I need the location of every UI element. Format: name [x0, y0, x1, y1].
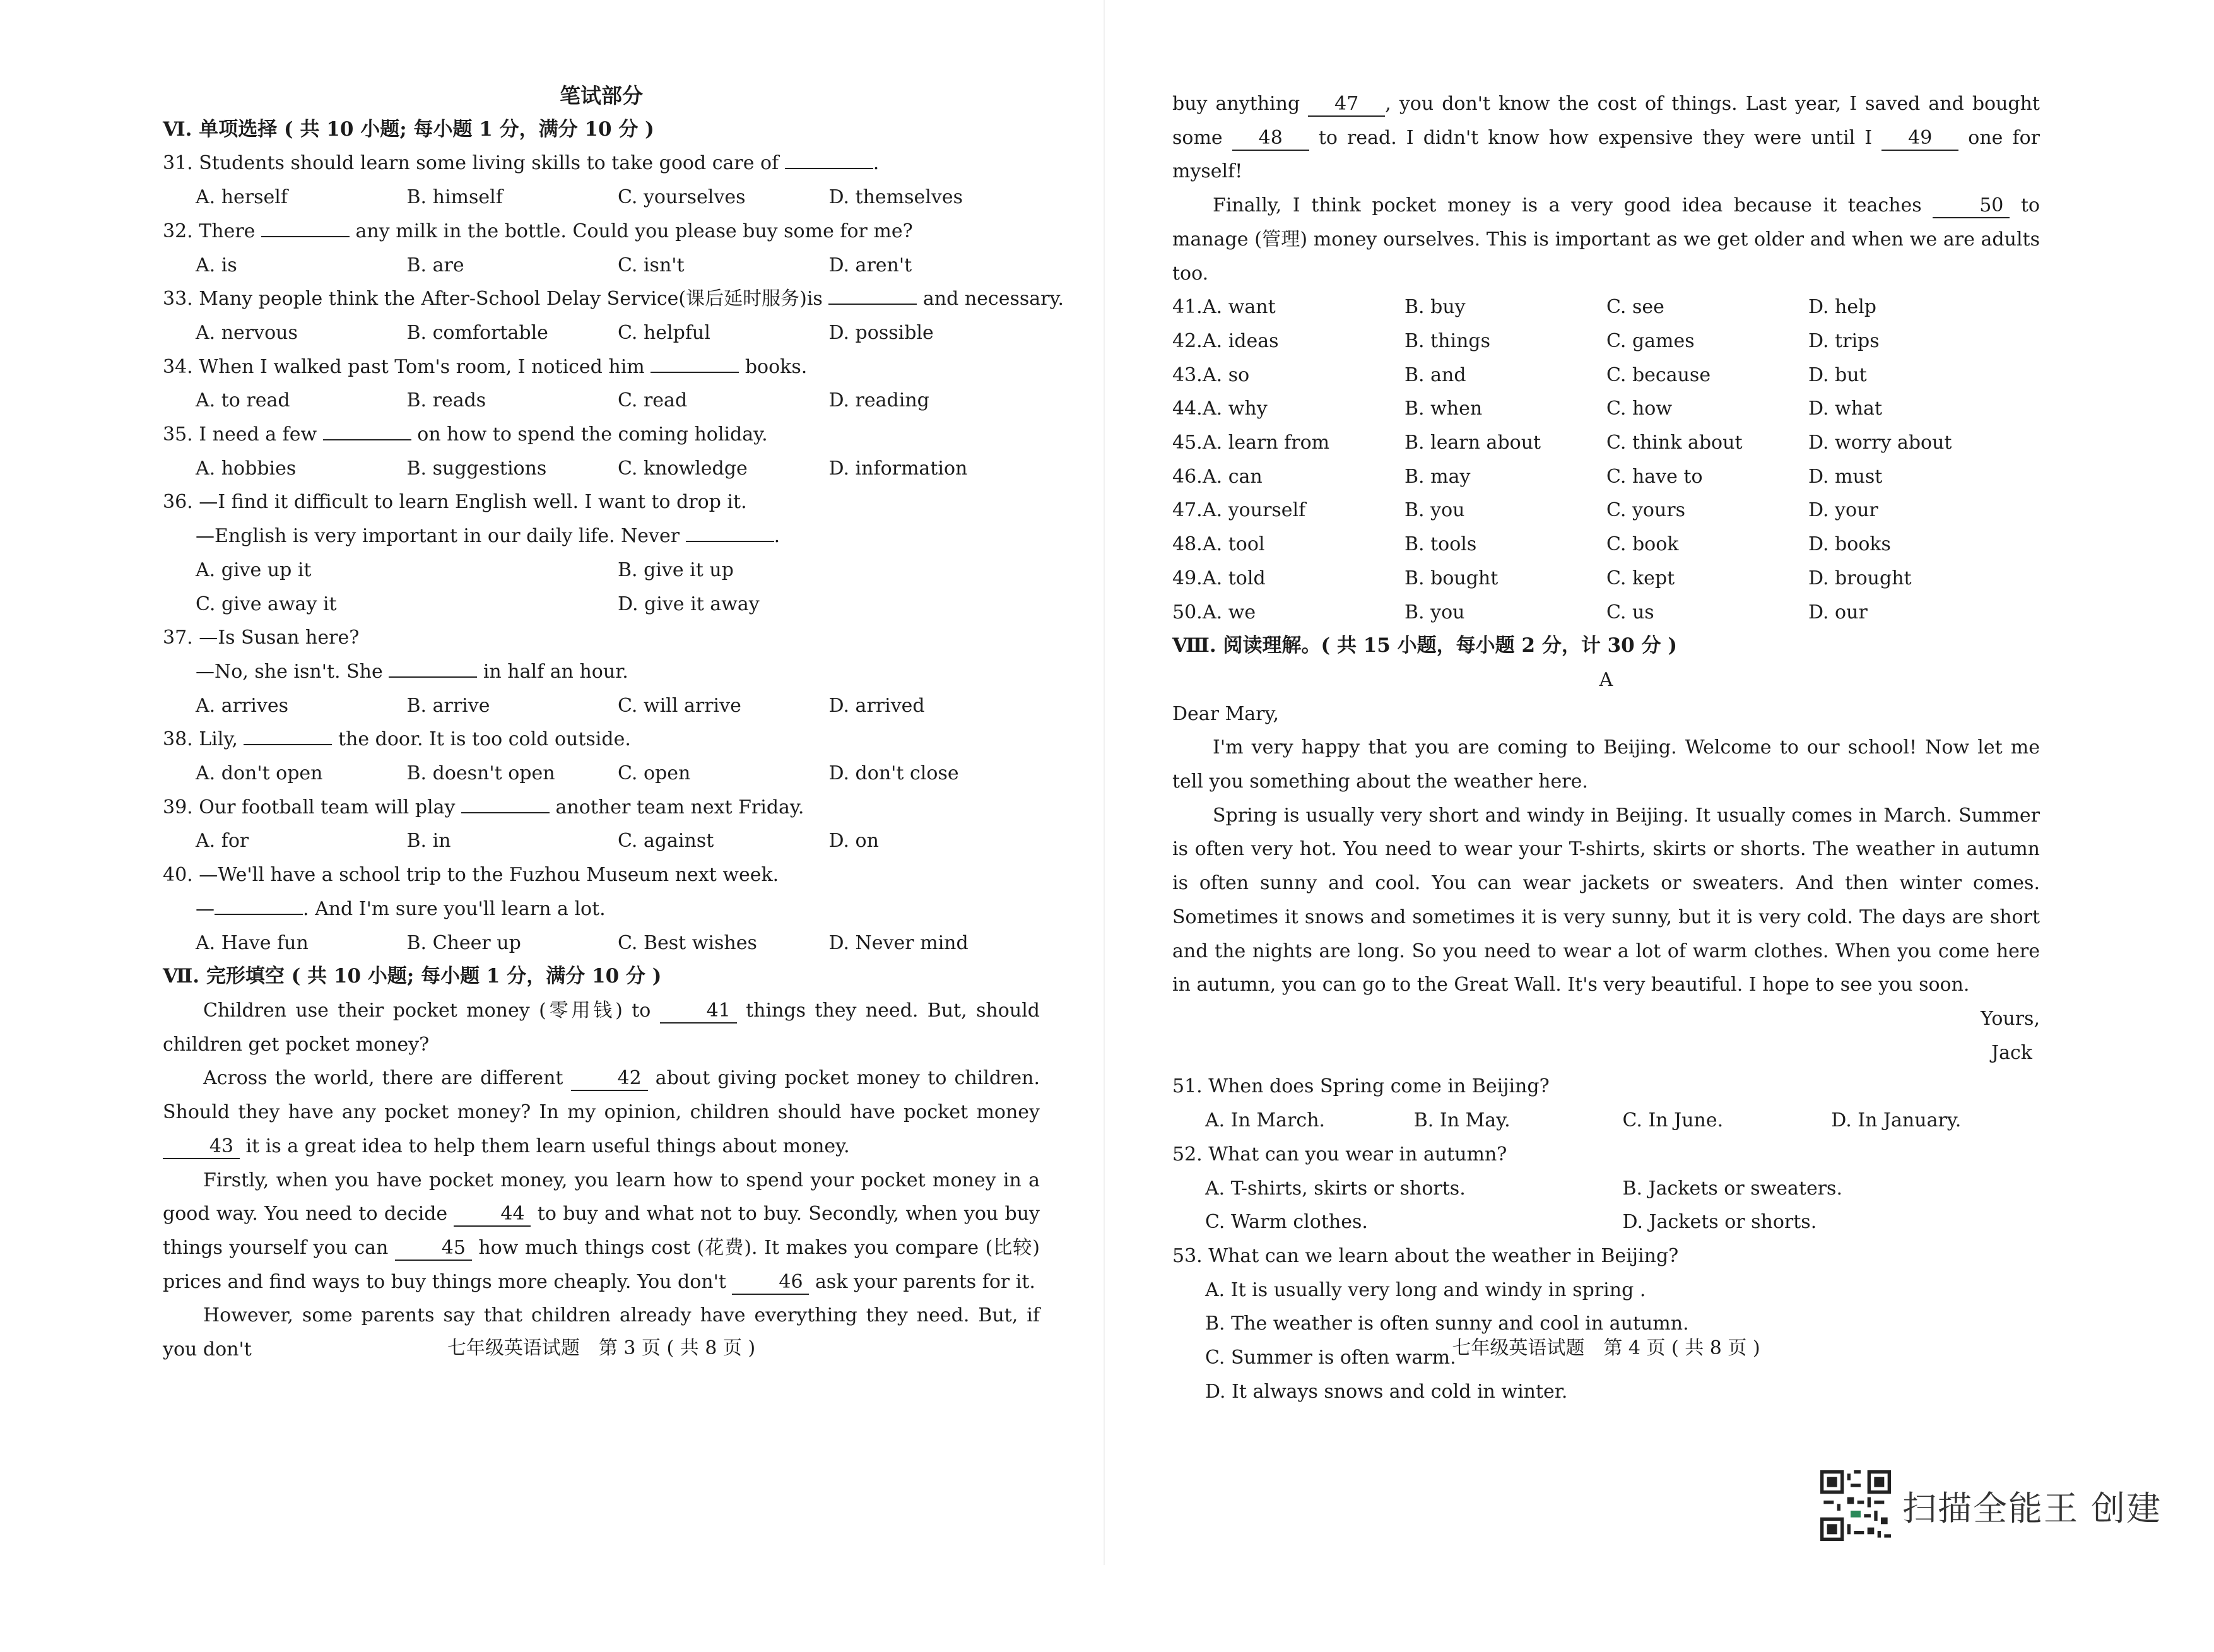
option-c: C. isn't: [618, 254, 685, 276]
cloze-number: 43.: [1172, 363, 1203, 386]
option-b: B. reads: [406, 389, 486, 412]
cloze-option: D. books: [1808, 533, 1891, 556]
cloze-option: D. what: [1808, 398, 1882, 420]
cloze-option: C. think about: [1606, 432, 1743, 454]
cloze-option: C. kept: [1606, 567, 1675, 589]
question-35: 35. I need a few on how to spend the coming holiday.: [163, 418, 1040, 452]
option-d: D. aren't: [828, 254, 912, 276]
qr-code-icon: [1820, 1470, 1891, 1541]
cloze-number: 47.: [1172, 499, 1203, 522]
page-title: 笔试部分: [560, 83, 643, 108]
answer-blank: [651, 353, 739, 373]
option-a: A. In March.: [1205, 1109, 1326, 1132]
cloze-option: C. how: [1606, 398, 1673, 420]
question-34: 34. When I walked past Tom's room, I noticed him books.: [163, 350, 1040, 384]
answer-blank: [244, 725, 332, 745]
question-32: 32. There any milk in the bottle. Could you please buy some for me?: [163, 215, 1040, 249]
cloze-paragraph-5: Finally, I think pocket money is a very good idea because it teaches 50 to manage (管理) money ourselves. This is important as we get older and when we are adults too.: [1172, 194, 2040, 285]
cloze-number: 48.: [1172, 533, 1203, 556]
cloze-option: C. games: [1606, 329, 1695, 352]
cloze-option: C. us: [1606, 601, 1654, 623]
passage-label: A: [1599, 668, 1613, 691]
answer-blank: [323, 420, 411, 440]
exam-page-4: [1172, 87, 2040, 1652]
option-b: B. suggestions: [406, 457, 547, 480]
options-36-row1: [163, 553, 1040, 587]
cloze-paragraph-3: Firstly, when you have pocket money, you learn how to spend your pocket money in a good way. You need to decide 44 to buy and what not to buy. Secondly, when you buy things yourself you can 45 how much things cost (花费). It makes you compare (比较) prices and find ways to buy things more cheaply. You don't 46 ask your parents for it.: [163, 1164, 1040, 1299]
letter-salutation: Dear Mary,: [1172, 702, 1280, 725]
option-b: B. comfortable: [406, 321, 548, 344]
cloze-paragraph-4-continued: buy anything 47 , you don't know the cost of things. Last year, I saved and bought some 48 to read. I didn't know how expensive they were until I 49 one for myself!: [1172, 93, 2040, 183]
cloze-option: A. so: [1203, 363, 1250, 386]
option-a: A. to read: [196, 389, 290, 412]
option-d: D. themselves: [828, 186, 963, 209]
question-38: 38. Lily, the door. It is too cold outside.: [163, 723, 1040, 757]
cloze-options-row: [1172, 426, 2040, 460]
option-a: A. hobbies: [196, 457, 297, 480]
option-a: A. arrives: [196, 694, 288, 717]
option-b: B. are: [406, 254, 464, 276]
cloze-option: D. trips: [1808, 329, 1880, 352]
cloze-option: B. things: [1404, 329, 1491, 352]
answer-blank: [686, 522, 774, 542]
option-a: A. don't open: [196, 762, 323, 785]
letter-closing: Yours,: [1981, 1007, 2040, 1030]
option-c: C. open: [618, 762, 691, 785]
options-34: [163, 384, 1040, 418]
cloze-option: A. told: [1203, 567, 1266, 589]
options-37: [163, 689, 1040, 723]
answer-blank: [215, 895, 303, 915]
option-a: A. Have fun: [196, 931, 309, 954]
cloze-option: A. want: [1203, 296, 1276, 319]
exam-page-3: [163, 79, 1064, 1644]
cloze-paragraph-1: Children use their pocket money (零用钱) to 41 things they need. But, should children get pocket money?: [163, 999, 1040, 1056]
options-52-row2: [1172, 1205, 2040, 1239]
section-8-heading: Ⅷ. 阅读理解。( 共 15 小题，每小题 2 分，计 30 分 ): [1172, 634, 1678, 658]
options-31: [163, 180, 1040, 215]
option-a: A. give up it: [196, 558, 312, 581]
cloze-option: C. yours: [1606, 499, 1686, 522]
options-32: [163, 249, 1040, 283]
blank-48: 48: [1232, 127, 1309, 151]
letter-signer: Jack: [1991, 1041, 2032, 1064]
option-a: A. T-shirts, skirts or shorts.: [1205, 1177, 1466, 1200]
cloze-options-row: [1172, 596, 2040, 630]
cloze-option: D. help: [1808, 296, 1876, 319]
cloze-options-row: [1172, 493, 2040, 528]
options-39: [163, 824, 1040, 858]
option-a: A. is: [196, 254, 237, 276]
question-36: 36. —I find it difficult to learn English well. I want to drop it.: [163, 491, 747, 514]
blank-45: 45: [395, 1237, 472, 1261]
blank-46: 46: [732, 1271, 809, 1295]
cloze-options-row: [1172, 460, 2040, 494]
cloze-option: B. learn about: [1404, 432, 1541, 454]
cloze-option: A. why: [1203, 398, 1268, 420]
section-7-heading: Ⅶ. 完形填空 ( 共 10 小题; 每小题 1 分，满分 10 分 ): [163, 965, 662, 988]
question-51: 51. When does Spring come in Beijing?: [1172, 1075, 1550, 1098]
cloze-option: A. we: [1203, 601, 1256, 623]
option-c: C. Best wishes: [618, 931, 757, 954]
cloze-options-row: [1172, 528, 2040, 562]
question-37-reply: —No, she isn't. She in half an hour.: [163, 655, 1040, 689]
scanner-watermark-text: 扫描全能王 创建: [1902, 1488, 2162, 1528]
option-b: B. In May.: [1413, 1109, 1510, 1132]
option-d: D. Never mind: [828, 931, 969, 954]
question-33: 33. Many people think the After-School Delay Service(课后延时服务)is and necessary.: [163, 282, 1040, 316]
question-36-reply: —English is very important in our daily life. Never .: [163, 519, 1040, 553]
option-c: C. knowledge: [618, 457, 748, 480]
options-52-row1: [1172, 1172, 2040, 1206]
options-38: [163, 757, 1040, 791]
cloze-option: D. your: [1808, 499, 1878, 522]
option-d: D. give it away: [618, 593, 760, 615]
cloze-option: C. book: [1606, 533, 1679, 556]
option-b: B. give it up: [618, 558, 734, 581]
option-a: A. nervous: [196, 321, 298, 344]
option-a: A. for: [196, 830, 249, 853]
cloze-option: C. see: [1606, 296, 1664, 319]
cloze-options-row: [1172, 358, 2040, 392]
question-39: 39. Our football team will play another team next Friday.: [163, 791, 1040, 825]
letter-paragraph-1: I'm very happy that you are coming to Beijing. Welcome to our school! Now let me tell you something about the weather here.: [1172, 736, 2040, 793]
option-b: B. in: [406, 830, 451, 853]
blank-47: 47: [1308, 93, 1385, 117]
option-c: C. Summer is often warm.: [1205, 1347, 1456, 1369]
option-b: B. Cheer up: [406, 931, 521, 954]
option-b: B. The weather is often sunny and cool in autumn.: [1205, 1313, 1689, 1335]
answer-blank: [785, 149, 873, 169]
option-a: A. herself: [196, 186, 288, 209]
options-35: [163, 452, 1040, 486]
answer-blank: [828, 285, 917, 305]
cloze-options-row: [1172, 290, 2040, 324]
cloze-number: 42.: [1172, 329, 1203, 352]
question-40: 40. —We'll have a school trip to the Fuzhou Museum next week.: [163, 864, 779, 887]
option-c: C. against: [618, 830, 714, 853]
option-d: D. reading: [828, 389, 929, 412]
option-b: B. Jackets or sweaters.: [1622, 1177, 1842, 1200]
cloze-option: B. may: [1404, 465, 1471, 488]
page-footer: 七年级英语试题 第 3 页 ( 共 8 页 ): [447, 1337, 756, 1359]
cloze-option: D. worry about: [1808, 432, 1952, 454]
cloze-options-row: [1172, 324, 2040, 358]
blank-44: 44: [454, 1203, 531, 1227]
blank-43: 43: [163, 1135, 240, 1159]
cloze-number: 45.: [1172, 432, 1203, 454]
page-footer: 七年级英语试题 第 4 页 ( 共 8 页 ): [1452, 1337, 1760, 1359]
scanner-watermark: [1820, 1470, 2174, 1541]
option-d: D. don't close: [828, 762, 959, 785]
cloze-option: B. you: [1404, 499, 1465, 522]
cloze-number: 49.: [1172, 567, 1203, 589]
question-53: 53. What can we learn about the weather in Beijing?: [1172, 1244, 1679, 1267]
cloze-option: A. yourself: [1203, 499, 1306, 522]
cloze-paragraph-2: Across the world, there are different 42 about giving pocket money to children. Should they have any pocket money? In my opinion, children should have pocket money 43 it is a great idea to help them learn useful things about money.: [163, 1061, 1040, 1163]
cloze-options-list: [1172, 290, 2040, 629]
cloze-option: D. but: [1808, 363, 1867, 386]
option-c: C. Warm clothes.: [1205, 1211, 1368, 1234]
cloze-option: A. tool: [1203, 533, 1265, 556]
cloze-number: 44.: [1172, 398, 1203, 420]
options-33: [163, 316, 1040, 350]
cloze-option: B. tools: [1404, 533, 1477, 556]
cloze-option: A. ideas: [1203, 329, 1279, 352]
blank-50: 50: [1933, 194, 2010, 218]
question-31: 31. Students should learn some living skills to take good care of .: [163, 146, 1040, 180]
blank-41: 41: [660, 1000, 737, 1024]
option-d: D. Jackets or shorts.: [1622, 1211, 1817, 1234]
question-37: 37. —Is Susan here?: [163, 627, 360, 649]
option-a: A. It is usually very long and windy in spring .: [1205, 1278, 1646, 1301]
option-d: D. In January.: [1831, 1109, 1962, 1132]
question-40-reply: — . And I'm sure you'll learn a lot.: [163, 892, 1040, 926]
letter-paragraph-2: Spring is usually very short and windy in Beijing. It usually comes in March. Summer is often very hot. You need to wear your T-shirts, skirts or shorts. The weather in autumn is often sunny and cool. You can wear jackets or sweaters. And then winter comes. Sometimes it snows and sometimes it is very sunny, but it is very cold. The days are short and the nights are long. So you need to wear a lot of warm clothes. When you come here in autumn, you can go to the Great Wall. It's very beautiful. I hope to see you soon.: [1172, 804, 2040, 996]
options-51: [1172, 1104, 2040, 1138]
cloze-paragraph-4: However, some parents say that children already have everything they need. But, if you don't: [163, 1304, 1040, 1361]
cloze-option: A. can: [1203, 465, 1263, 488]
cloze-option: D. brought: [1808, 567, 1912, 589]
question-52: 52. What can you wear in autumn?: [1172, 1143, 1507, 1165]
option-d: D. possible: [828, 321, 934, 344]
cloze-option: D. our: [1808, 601, 1868, 623]
cloze-number: 46.: [1172, 465, 1203, 488]
option-c: C. In June.: [1622, 1109, 1724, 1132]
cloze-option: A. learn from: [1203, 432, 1330, 454]
option-c: C. yourselves: [618, 186, 746, 209]
cloze-number: 50.: [1172, 601, 1203, 623]
cloze-option: C. because: [1606, 363, 1711, 386]
option-c: C. will arrive: [618, 694, 741, 717]
cloze-option: D. must: [1808, 465, 1883, 488]
page-fold-line: [1104, 0, 1105, 1565]
option-b: B. arrive: [406, 694, 490, 717]
section-6-heading: Ⅵ. 单项选择 ( 共 10 小题; 每小题 1 分，满分 10 分 ): [163, 117, 654, 141]
options-36-row2: [163, 587, 1040, 622]
option-d: D. It always snows and cold in winter.: [1205, 1380, 1568, 1403]
option-c: C. helpful: [618, 321, 710, 344]
cloze-options-row: [1172, 392, 2040, 426]
option-b: B. himself: [406, 186, 503, 209]
option-d: D. information: [828, 457, 968, 480]
option-d: D. on: [828, 830, 879, 853]
option-c: C. give away it: [196, 593, 337, 615]
blank-42: 42: [571, 1067, 648, 1091]
cloze-option: B. buy: [1404, 296, 1466, 319]
cloze-option: C. have to: [1606, 465, 1703, 488]
blank-49: 49: [1881, 127, 1958, 151]
cloze-option: B. bought: [1404, 567, 1499, 589]
cloze-options-row: [1172, 562, 2040, 596]
answer-blank: [461, 793, 550, 813]
cloze-option: B. when: [1404, 398, 1483, 420]
cloze-number: 41.: [1172, 296, 1203, 319]
options-40: [163, 926, 1040, 960]
cloze-option: B. you: [1404, 601, 1465, 623]
cloze-option: B. and: [1404, 363, 1466, 386]
option-c: C. read: [618, 389, 688, 412]
answer-blank: [389, 658, 477, 678]
answer-blank: [261, 217, 350, 237]
option-b: B. doesn't open: [406, 762, 555, 785]
option-d: D. arrived: [828, 694, 925, 717]
